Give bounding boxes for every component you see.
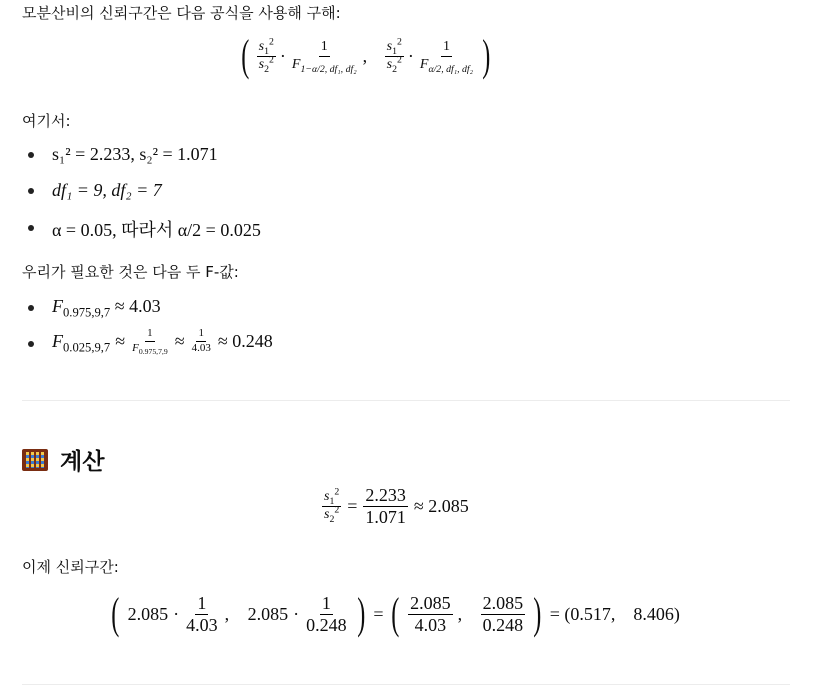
bullet-dot bbox=[28, 188, 34, 194]
bullet-variances: s₁² = 2.233, s₂² = 1.071 bbox=[52, 144, 218, 164]
ci-calculation: ( 2.085 · $\frac{1}{4.03}$ , 2.085 · $\frac{1}{0.248}$ ) = ( $\frac{2.085}{4.03}$ , $\frac{2.085}{0.248}$ ) = (0.517, 8.406) bbox=[111, 589, 680, 638]
section-heading bbox=[22, 443, 104, 476]
ci-label: 이제 신뢰구간: bbox=[22, 558, 119, 576]
abacus-icon bbox=[22, 449, 48, 471]
section-title: 계산 bbox=[60, 449, 105, 475]
where-label: 여기서: bbox=[22, 112, 71, 130]
bullet-alpha: α = 0.05, 따라서 α/2 = 0.025 bbox=[52, 220, 261, 240]
f-upper-sub: α/2, df₁, df₂ bbox=[428, 63, 474, 75]
bullet-dot bbox=[28, 305, 34, 311]
ratio-formula: $\frac{s_1^2}{s_2^2}$ = $\frac{2.233}{1.071}$ ≈ 2.085 bbox=[324, 485, 469, 527]
bullet-df: df₁ = 9, df₂ = 7 bbox=[52, 180, 162, 200]
bullet-dot bbox=[28, 225, 34, 231]
intro-text: 모분산비의 신뢰구간은 다음 공식을 사용해 구해: bbox=[22, 4, 341, 22]
bullet-dot bbox=[28, 341, 34, 347]
f-upper-value: $F_{0.975,9,7} \approx 4.03$ bbox=[52, 296, 161, 320]
divider bbox=[22, 684, 790, 685]
f-lower-sub: 1−α/2, df₁, df₂ bbox=[300, 63, 357, 75]
bullet-dot bbox=[28, 152, 34, 158]
ci-formula: ( $\frac{s_1^2}{s_2^2}$ · $\frac{1}{F_{1-\alpha/2, df_1, df_2}}$ , $\frac{s_1^2}{s_2^2}$ · $\frac{1}{F_{\alpha/2, df_1, df_2}}$ ) bbox=[241, 31, 491, 80]
divider bbox=[22, 400, 790, 401]
f-lower-value: $F_{0.025,9,7}$ ≈ $\frac{1}{F_{0.975,7,9}}$ ≈ $\frac{1}{4.03}$ ≈ 0.248 bbox=[52, 327, 273, 356]
need-label: 우리가 필요한 것은 다음 두 F-값: bbox=[22, 263, 239, 281]
